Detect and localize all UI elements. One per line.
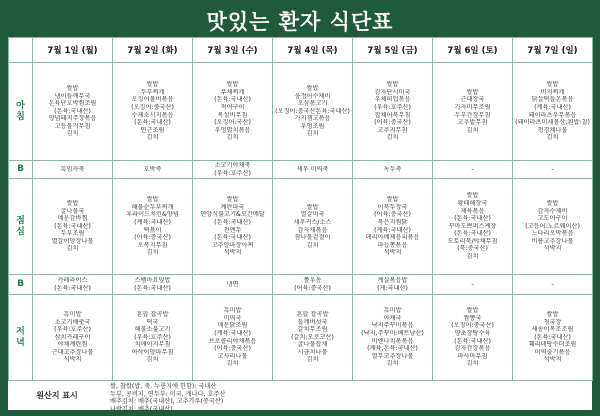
snack1-cell — [193, 161, 273, 179]
menu-item: 파능쫑볶음 — [377, 241, 408, 249]
menu-item: (돈육:국내산) — [534, 333, 571, 341]
menu-item: 카레라이스 — [57, 276, 88, 284]
header-row — [9, 38, 593, 63]
menu-item: 제육볶음 — [460, 207, 485, 215]
menu-item: 김치 — [146, 249, 159, 257]
menu-item: (오징어:중국산) — [451, 322, 494, 330]
origin-line: 나박김치: 배추(국내산) — [110, 405, 173, 413]
menu-item: (계육:국내산) — [374, 226, 411, 234]
menu-item: 두부간장무침 — [454, 111, 491, 119]
snack2-cell — [193, 275, 273, 295]
menu-item: (돈육:국내산) — [134, 119, 171, 127]
menu-item: 오복지무침 — [137, 241, 168, 249]
menu-item: 열무고추장나물 — [371, 352, 414, 360]
breakfast-row — [9, 63, 593, 161]
menu-item: 김치 — [386, 360, 399, 368]
menu-item: 짬뽕국 — [463, 314, 482, 322]
snack2-cell — [433, 275, 513, 295]
breakfast-cell — [33, 63, 113, 161]
menu-item: 쌀밥 — [466, 192, 479, 200]
lunch-cell — [433, 179, 513, 275]
menu-item: 고등볼거무침 — [54, 122, 91, 130]
dinner-cell — [33, 295, 113, 381]
menu-item: 후라이드치킨&양념 — [126, 211, 179, 219]
menu-item: 낙지주꾸미볶음 — [371, 322, 414, 330]
meal-label-char: B — [17, 279, 24, 289]
menu-item: 새송이목조조림 — [531, 326, 574, 334]
menu-item: 훼리데탕수더조림 — [528, 341, 577, 349]
menu-item: 돼이라츠우무볶음 — [528, 111, 577, 119]
menu-table — [8, 37, 593, 381]
menu-item: (계육,돈육:국내산) — [367, 345, 418, 353]
menu-item: 소고기야채죽 — [214, 161, 251, 169]
menu-item: 녹두죽 — [383, 165, 402, 173]
menu-item: 고사리나물 — [217, 352, 248, 360]
menu-item: 양초장탕수육 — [454, 329, 491, 337]
snack2-cell — [113, 275, 193, 295]
menu-item: 아삭이양파무침 — [131, 348, 174, 356]
menu-item: 김치 — [146, 356, 159, 364]
menu-item: 김치 — [226, 134, 239, 142]
dinner-cell — [513, 295, 593, 381]
menu-item: 김치 — [226, 360, 239, 368]
menu-item: 김치 — [306, 130, 319, 138]
dinner-cell — [193, 295, 273, 381]
day-header: 7월 2일 (화) — [113, 38, 193, 63]
menu-item: 김치 — [66, 245, 79, 253]
menu-item: 쌀밥 — [466, 88, 479, 96]
menu-item: (어육:중국산) — [214, 345, 251, 353]
menu-item: (돈육:국내산) — [214, 96, 251, 104]
menu-item: 쌀밥 — [146, 81, 159, 89]
menu-item: 쌀밥 — [546, 199, 559, 207]
day-header: 7월 5일 (금) — [353, 38, 433, 63]
menu-item: 굴나물국 — [60, 207, 85, 215]
lunch-cell — [353, 179, 433, 275]
lunch-label — [9, 179, 33, 275]
menu-item: 꾸마도쁘퍼스계장 — [448, 222, 497, 230]
menu-item: (돈육:국내산) — [54, 107, 91, 115]
menu-item: 김치 — [306, 356, 319, 364]
menu-item: 새우커스/소스 — [293, 218, 332, 226]
menu-item: 오삼볶고기 — [297, 100, 328, 108]
menu-item: 석박지 — [223, 249, 242, 257]
origin-section — [8, 380, 592, 411]
origin-line: 배추김치: 배추(국내산), 고추가루(중국산) — [110, 398, 224, 406]
menu-item: 열갈미국 — [300, 211, 325, 219]
menu-item: 돈육단호박찜조림 — [48, 100, 97, 108]
meal-label-char: 저 — [16, 326, 25, 337]
meal-label-char: 침 — [16, 111, 25, 122]
menu-item: (우육:호주산) — [374, 103, 411, 111]
menu-item: 우체떠업볶음 — [374, 96, 411, 104]
day-header: 7월 6일 (토) — [433, 38, 513, 63]
menu-item: 느타리오막볶음 — [531, 230, 574, 238]
menu-item: (돈육:국내산) — [454, 337, 491, 345]
menu-item: 우엉조림 — [300, 122, 325, 130]
menu-item: 브로콜리야채볶음 — [208, 337, 257, 345]
menu-item: 흑미밥 — [383, 307, 402, 315]
menu-item: 흑미밥 — [223, 307, 242, 315]
menu-item: 가지잼고볶음 — [294, 115, 331, 123]
menu-item: 흑임자죽 — [60, 165, 85, 173]
menu-item: 무채찌개 — [220, 88, 245, 96]
meal-label-char: 점 — [16, 215, 25, 226]
menu-item: 고추지무침 — [377, 126, 408, 134]
menu-item: 고도어구이 — [537, 215, 568, 223]
breakfast-cell — [353, 63, 433, 161]
menu-item: 시금치나물 — [297, 348, 328, 356]
menu-item: 열갈어양장나물 — [51, 237, 94, 245]
menu-item: 메운감바찜 — [57, 215, 88, 223]
snack1-cell — [513, 161, 593, 179]
menu-sheet — [8, 37, 592, 413]
menu-item: (우육:호주산) — [54, 326, 91, 334]
menu-item: 비지찌개 — [540, 88, 565, 96]
menu-item: 쌀밥 — [66, 84, 79, 92]
menu-item: (어육:중국산) — [374, 211, 411, 219]
snack2-cell — [513, 275, 593, 295]
menu-item: (계육:국내산) — [534, 103, 571, 111]
origin-line: 두부, 콩비지, 연두부: 미국, 캐나다, 호주산 — [110, 390, 226, 398]
menu-item: 야채계란찜 — [57, 341, 88, 349]
dinner-cell — [113, 295, 193, 381]
menu-item: 닭살떡들온볶음 — [531, 96, 574, 104]
snack1-row — [9, 161, 593, 179]
menu-item: 웅정어수제비 — [294, 92, 331, 100]
menu-item: 청국장 — [543, 318, 562, 326]
snack2-cell — [33, 275, 113, 295]
breakfast-label — [9, 63, 33, 161]
menu-item: 참나물겉절이 — [294, 234, 331, 242]
menu-item: 황태해장국 — [457, 199, 488, 207]
lunch-row — [9, 179, 593, 275]
menu-item: 김치 — [466, 360, 479, 368]
menu-item: 떡볶이 — [143, 226, 162, 234]
menu-item: 연양식불고기&모간메달 — [200, 211, 265, 219]
menu-item: (오징어:중국산돈육:국내산) — [275, 107, 350, 115]
dinner-cell — [433, 295, 513, 381]
menu-item: 들깨버섯국 — [297, 318, 328, 326]
menu-item: 잡채어묵무침 — [374, 111, 411, 119]
menu-item: 스펨마요덮밥 — [134, 276, 171, 284]
menu-item: 가자미무조림 — [454, 103, 491, 111]
menu-item: 감자채볶음 — [297, 226, 328, 234]
menu-item: (돈육:국내산) — [214, 234, 251, 242]
menu-item: 호박죽 — [143, 165, 162, 173]
menu-item: 수제소시지볶음 — [131, 111, 174, 119]
menu-item: 쌀밥 — [386, 81, 399, 89]
snack2-row — [9, 275, 593, 295]
menu-item: (고등어:노르웨이산) — [525, 222, 580, 230]
menu-item: (돈육:국내산) — [54, 284, 91, 292]
snack1-cell — [353, 161, 433, 179]
menu-item: (돈육:국내산) — [134, 284, 171, 292]
menu-item: 떡국 — [146, 318, 159, 326]
menu-item: 쫄우동 — [303, 276, 322, 284]
menu-item: (계육:국내산) — [134, 218, 171, 226]
breakfast-cell — [513, 63, 593, 161]
menu-item: 석박지 — [383, 249, 402, 257]
menu-item: 두부찌개 — [140, 88, 165, 96]
page-title: 맛있는 환자 식단표 — [206, 10, 394, 34]
menu-item: 해물소불고기 — [134, 326, 171, 334]
menu-item: 양념돼지주장볶음 — [48, 115, 97, 123]
menu-item: 쌀밥 — [226, 196, 239, 204]
menu-item: 석박지 — [543, 245, 562, 253]
menu-item: 미역줄기볶음 — [534, 348, 571, 356]
lunch-cell — [113, 179, 193, 275]
menu-item: 김치 — [466, 253, 479, 261]
menu-item: 감자단시미국 — [374, 88, 411, 96]
snack1-cell — [433, 161, 513, 179]
menu-item: 목설비무침 — [217, 111, 248, 119]
menu-item: 굴나물잡채 — [297, 341, 328, 349]
meal-label-char: 녁 — [16, 337, 25, 348]
menu-item: 석박지 — [63, 356, 82, 364]
menu-item: 천맨두 — [223, 226, 242, 234]
breakfast-cell — [193, 63, 273, 161]
origin-label: 원산지 표시 — [36, 391, 78, 400]
menu-item: 근대고추장나물 — [51, 348, 94, 356]
menu-item: 쌀밥 — [386, 196, 399, 204]
breakfast-cell — [113, 63, 193, 161]
menu-item: 데리아메제음피볶음 — [365, 234, 420, 242]
menu-item: 김치 — [146, 134, 159, 142]
meal-label-char: B — [17, 164, 24, 174]
menu-item: 쌀밥 — [306, 203, 319, 211]
menu-item: 연근조림 — [140, 126, 165, 134]
menu-item: 새우 미역죽 — [296, 165, 329, 173]
snack2-label — [9, 275, 33, 295]
menu-item: 우엉멸치볶음 — [214, 126, 251, 134]
menu-item: 치애이지무침 — [134, 341, 171, 349]
menu-item: 냉이들깨무국 — [54, 92, 91, 100]
menu-item: 어묵두장국 — [377, 203, 408, 211]
menu-item: (돈육:국내산) — [214, 218, 251, 226]
menu-item: (어육:중국산) — [374, 119, 411, 127]
menu-item: (묵:중국산) — [457, 245, 488, 253]
menu-item: (낙지,주꾸미:베트남산) — [361, 329, 424, 337]
menu-item: (오징어:중국산) — [131, 103, 174, 111]
menu-item: 김치 — [306, 241, 319, 249]
menu-item: 도토리묵/야채무침 — [447, 237, 498, 245]
menu-item: (우육:호주산) — [214, 169, 251, 177]
menu-item: 김치 — [466, 126, 479, 134]
menu-item: 흑미밥 — [63, 310, 82, 318]
menu-item: 아채국 — [383, 314, 402, 322]
snack1-cell — [273, 161, 353, 179]
menu-item: (돈육:국내산) — [54, 222, 91, 230]
menu-item: 두부조림 — [60, 230, 85, 238]
menu-item: (게:국내산) — [377, 284, 408, 292]
menu-item: 김치 — [546, 134, 559, 142]
menu-item: 쌀밥 — [226, 81, 239, 89]
menu-item: 파사마무침 — [457, 352, 488, 360]
menu-item: 쌀밥 — [306, 84, 319, 92]
menu-item: 냉면 — [226, 280, 239, 288]
menu-item: 소고기배춧국 — [54, 318, 91, 326]
lunch-cell — [33, 179, 113, 275]
menu-item: 쌀밥 — [146, 196, 159, 204]
dinner-label — [9, 295, 33, 381]
snack2-cell — [273, 275, 353, 295]
menu-item: 삼치카레구이 — [54, 333, 91, 341]
lunch-cell — [193, 179, 273, 275]
menu-item: (계육:국내산) — [214, 329, 251, 337]
menu-item: 혼합 잡곡밥 — [296, 310, 329, 318]
menu-item: - — [551, 165, 554, 173]
origin-text — [110, 383, 225, 413]
menu-item: 계살볶음밥 — [377, 276, 408, 284]
menu-item: (어육:중국산) — [294, 284, 331, 292]
menu-item: 적어구이 — [220, 103, 245, 111]
meal-label-char: 아 — [16, 100, 25, 111]
snack1-cell — [113, 161, 193, 179]
dinner-cell — [353, 295, 433, 381]
menu-item: 비엔나치볶볶음 — [371, 337, 414, 345]
lunch-cell — [513, 179, 593, 275]
dinner-cell — [273, 295, 353, 381]
menu-item: 쌀밥 — [466, 307, 479, 315]
menu-item: 쌀밥 — [546, 81, 559, 89]
menu-item: - — [471, 280, 474, 288]
menu-item: (돼이라츠미세볼산:흰밥:칠) — [515, 119, 590, 127]
menu-item: 감자수제비 — [537, 207, 568, 215]
menu-item: 비름고추장나물 — [531, 237, 574, 245]
snack1-label — [9, 161, 33, 179]
menu-item: 미역국 — [223, 314, 242, 322]
menu-item: 묵은지찜닭 — [377, 218, 408, 226]
menu-item: 갈치무조림 — [297, 326, 328, 334]
breakfast-cell — [273, 63, 353, 161]
menu-item: 근대장국 — [460, 96, 485, 104]
meal-label-char: 심 — [16, 226, 25, 237]
menu-item: (돈육:국내산) — [454, 215, 491, 223]
dinner-row — [9, 295, 593, 381]
menu-item: 청경채나물 — [537, 126, 568, 134]
menu-item: 고추밭무침 — [457, 119, 488, 127]
menu-item: 감자간장볶음 — [454, 345, 491, 353]
menu-item: (돈육:국내산) — [454, 230, 491, 238]
menu-item: 계란파국 — [220, 203, 245, 211]
origin-line: 쌀, 찹쌀(밥, 죽, 누룽지에 한함): 국내산 — [110, 383, 217, 390]
breakfast-cell — [433, 63, 513, 161]
day-header: 7월 3일 (수) — [193, 38, 273, 63]
menu-item: 고추양파장아찌 — [211, 241, 254, 249]
menu-item: 김치 — [66, 130, 79, 138]
menu-item: 쌀밥 — [546, 310, 559, 318]
menu-item: (어육:중국산) — [134, 234, 171, 242]
snack1-cell — [33, 161, 113, 179]
menu-item: 매운닭조림 — [217, 322, 248, 330]
menu-item: - — [471, 165, 474, 173]
menu-item: (오징어:국산) — [214, 119, 251, 127]
menu-item: 혼합 잡곡밥 — [136, 310, 169, 318]
day-header: 7월 7일 (일) — [513, 38, 593, 63]
menu-item: 쌀밥 — [66, 199, 79, 207]
menu-item: 김치 — [386, 134, 399, 142]
menu-item: (갈치:모로코산) — [291, 333, 334, 341]
menu-item: - — [551, 280, 554, 288]
menu-item: 해물순두부찌개 — [131, 203, 174, 211]
day-header: 7월 4일 (목) — [273, 38, 353, 63]
menu-item: 석박지 — [543, 356, 562, 364]
lunch-cell — [273, 179, 353, 275]
snack2-cell — [353, 275, 433, 295]
menu-item: 오징어볼비볶음 — [131, 96, 174, 104]
day-header: 7월 1일 (월) — [33, 38, 113, 63]
header-corner — [9, 38, 33, 63]
menu-item: (우육:호주산) — [134, 333, 171, 341]
